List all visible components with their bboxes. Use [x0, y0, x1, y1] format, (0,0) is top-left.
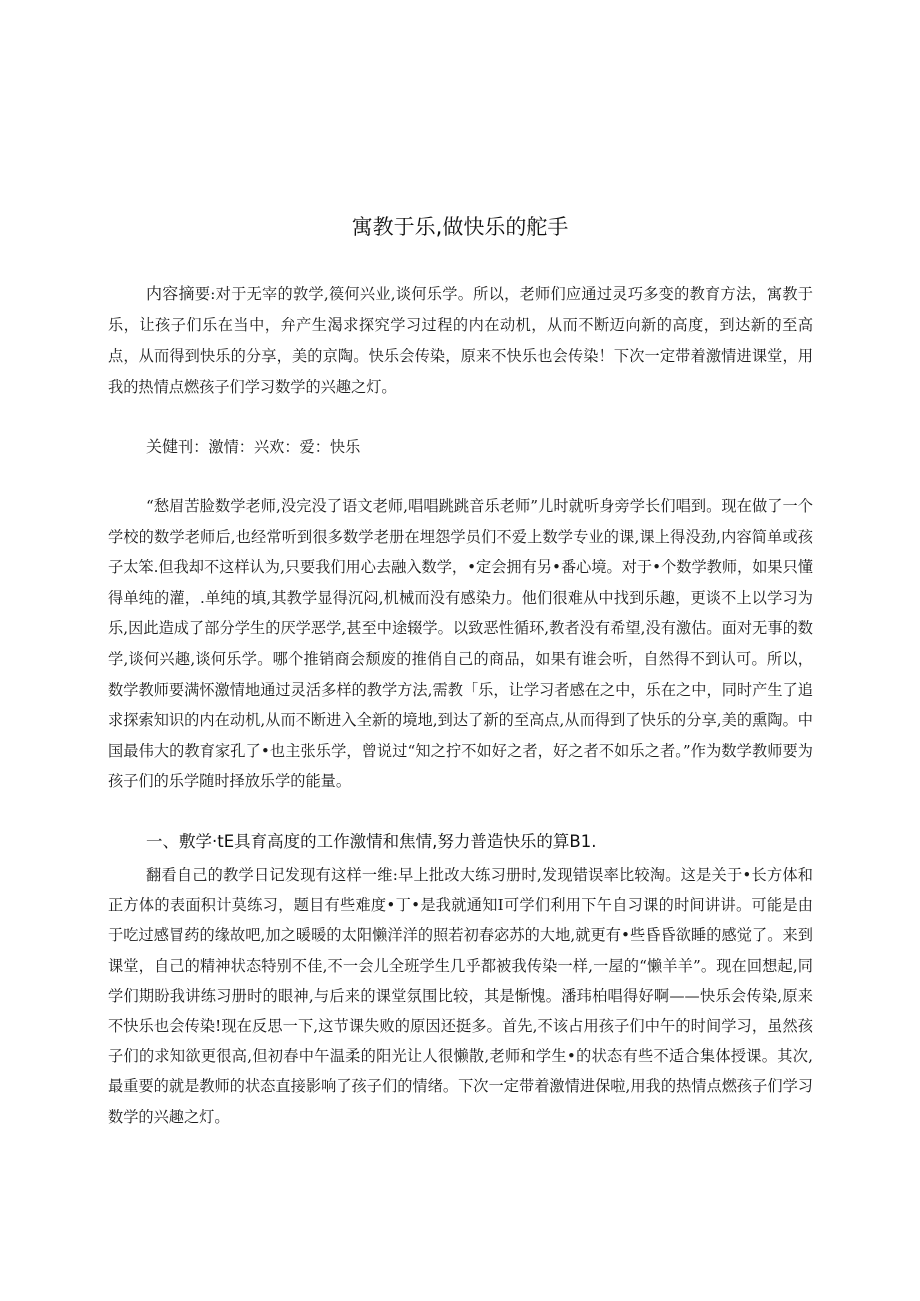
abstract-label: 内容摘: [146, 284, 195, 303]
abstract-text: 要:对于无宰的敦学,篌何兴业,谈何乐学。所以，老师们应通过灵巧多变的教育方法，寓教于乐，让孩子们乐在当中，弁产生渴求探究学习过程的内在动机，从而不断迈向新的高度，到达新的至高点，从而得到快乐的分享，美的京陶。快乐会传染，原来不快乐也会传染！下次一定带着激情进课堂，用我的热情点燃孩子们学习数学的兴趣之灯。: [108, 285, 813, 396]
keywords-text: 刊：激情：兴欢：爱：快乐: [178, 438, 361, 456]
abstract-paragraph: [108, 278, 813, 403]
keywords-line: [146, 432, 360, 462]
section-paragraph: 翻看自己的教学日记发现有这样一维:早上批改大练习册时,发现错误率比较淘。这是关于•长方体和正方体的表面积计莫练习，题目有些难度•丁•是我就通知I可学们利用下午自习课的时间讲讲。可能是由于吃过感冒药的缘故吧,加之暖暖的太阳懒洋洋的照若初春宓苏的大地,就更有•些昏昏欲睡的感觉了。来到课堂，自己的精神状态特别不佳,不一会儿全班学生几乎都被我传染一样,一屋的“懒羊羊”。现在回想起,同学们期盼我讲练习册时的眼神,与后来的课堂氛围比较，其是惭愧。潘玮柏唱得好啊——快乐会传染,原来不快乐也会传染!现在反思一下,这节课失败的原因还挺多。首先,不该占用孩子们中午的时间学习，虽然孩子们的求知欲更很高,但初春中午温柔的阳光让人很懒散,老师和学生•的状态有些不适合集体授课。其次,最重要的就是教师的状态直接影响了孩子们的情绪。下次一定带着激情进保啦,用我的热情点燃孩子们学习数学的兴趣之灯。: [108, 866, 813, 1126]
intro-paragraph: “愁眉苦脸数学老师,没完没了语文老师,唱唱跳跳音乐老师”儿时就听身旁学长们唱到。现在做了一个学校的数学老师后,也经常听到很多数学老册在埋怨学员们不爱上数学专业的课,课上得没劲,内容简单或孩子太笨.但我却不这样认为,只要我们用心去融入数学，•定会拥有另•番心境。对于•个数学教师，如果只懂得单纯的灌，.单纯的填,其教学显得沉闷,机械而没有感染力。他们很难从中找到乐趣，更谈不上以学习为乐,因此造成了部分学生的厌学恶学,甚至中途辍学。以致恶性循环,教者没有希望,没有激估。面对无事的数学,谈何兴趣,谈何乐学。哪个推销商会颓废的推俏自己的商品，如果有谁会听，自然得不到认可。所以，数学教师要满怀激情地通过灵活多样的教学方法,需教「乐，让学习者感在之中，乐在之中，同时产生了追求探索知识的内在动机,从而不断进入全新的境地,到达了新的至高点,从而得到了快乐的分享,美的熏陶。中国最伟大的教育家孔了•也主张乐学，曾说过“知之拧不如好之者，好之者不如乐之者。”作为数学教师要为孩子们的乐学随时择放乐学的能量。: [108, 497, 813, 791]
document-title: 寓教于乐,做快乐的舵手: [351, 215, 569, 239]
keywords-label: 关健: [146, 437, 179, 456]
section-heading: 一、敷学·tE具育高度的工作激情和焦情,努力普造快乐的算B1.: [146, 832, 597, 851]
